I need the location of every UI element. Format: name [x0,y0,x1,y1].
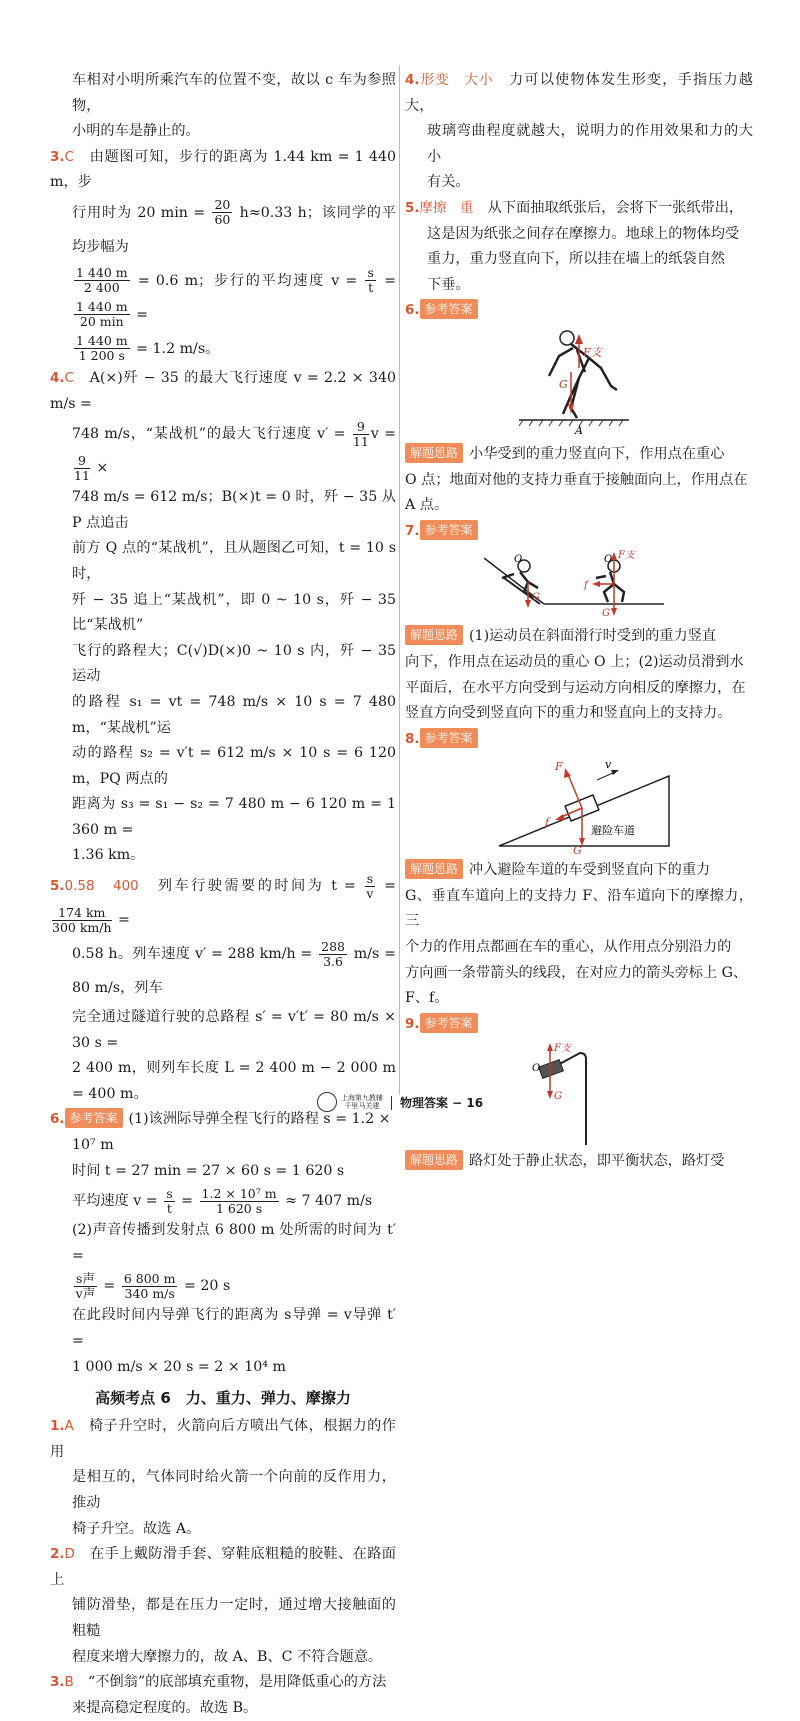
text-line: 竖直方向受到竖直向下的重力和竖直向上的支持力。 [405,705,732,722]
answer-r4: 4.形变 大小 力可以使物体发生形变，手指压力越大， [405,72,753,114]
force-label-gravity: G [559,377,568,391]
force-label-support: F支 [554,1043,571,1055]
text-line: (2)声音传播到发射点 6 800 m 处所需的时间为 t′ = [72,1222,396,1264]
answer-6: 6. 参考答案 (1)该洲际导弹全程飞行的路程 s = 1.2 × [50,1107,396,1133]
text-line: 1.36 km。 [72,847,145,864]
fraction: $\frac{1 440 m}{2 400}$ [76,265,128,296]
publisher-name: 上海第九教辅 千里马关建 [340,1094,383,1110]
text-line: 748 m/s，“某战机”的最大飞行速度 v′ = $\frac{9}{11}$ v = $\frac{9}{11}$ × [72,418,397,483]
text-line: 方向画一条带箭头的线段，在对应力的箭头旁标上 G、 [405,964,748,981]
force-label-gravity: G [602,608,610,620]
text-line: 是相互的，气体同时给火箭一个向前的反作用力，推动 [72,1469,396,1511]
figure-skier [484,548,674,620]
text-line: 平面后，在水平方向受到与运动方向相反的摩擦力，在 [405,679,746,696]
velocity-label: v [605,758,612,772]
page-number: 物理答案 − 16 [391,1096,483,1110]
column-divider [399,65,400,1095]
center-label-o: O [604,554,613,566]
reference-answer-tag: 参考答案 [420,1013,478,1033]
text-line: 个力的作用点都画在车的重心，从作用点分别沿力的 [405,939,732,956]
skier-figure [484,548,674,620]
fraction: $\frac{9}{11}$ [352,418,369,449]
answer-r9: 9. 参考答案 [405,1012,753,1038]
text-line: 10⁷ m [72,1137,114,1154]
text-line: 铺防滑垫，都是在压力一定时，通过增大接触面的粗糙 [72,1597,396,1639]
text-line: 这是因为纸张之间存在摩擦力。地球上的物体均受 [427,225,740,242]
text-line: O 点；地面对他的支持力垂直于接触面向上，作用点在 [405,471,748,488]
text-line: $\frac{1 440 m}{1 200 s}$ = 1.2 m/s。 [76,333,220,364]
solution-idea-tag: 解题思路 [405,625,463,645]
solution-idea-tag: 解题思路 [405,859,463,879]
solution-idea-tag: 解题思路 [405,1150,463,1170]
figure-escape-ramp [479,756,679,854]
fraction: $\frac{20}{60}$ [214,197,231,228]
text-line: 2 400 m，则列车长度 L = 2 400 m − 2 000 m = 400 m。 [72,1060,396,1102]
fraction: $\frac{1 440 m}{20 \min}$ [76,299,128,330]
answer-5: 5.0.58 400 列车行驶需要的时间为 t = $\frac{s}{v}$ = $\frac{174 km}{300 km/h}$ = [50,870,396,935]
text-line: 距离为 s₃ = s₁ − s₂ = 7 480 m − 6 120 m = 1 360 m = [72,796,396,838]
text-line: 动的路程 s₂ = v′t = 612 m/s × 10 s = 6 120 m，PQ 两点的 [72,745,396,787]
text-line: 在此段时间内导弹飞行的距离为 s导弹 = v导弹 t′ = [72,1307,396,1349]
fraction: $\frac{s}{v}$ [366,870,374,901]
text-line: 歼 − 35 追上“某战机”，即 0 ~ 10 s，歼 − 35 比“某战机” [72,591,396,634]
force-label-support: F支 [618,550,635,562]
fraction: $\frac{\text{1.2 × 10⁷ m}}{1 620 s}$ [201,1185,277,1216]
fraction: $\frac{9}{11}$ [74,452,90,483]
force-label-support: F支 [583,345,602,359]
fraction: $\frac{288}{3.6}$ [321,938,345,969]
right-column [405,68,753,1175]
text-line: A 点。 [405,497,449,514]
left-column [50,68,396,1721]
answer-r8: 8. 参考答案 [405,727,753,753]
text-line: 车相对小明所乘汽车的位置不变，故以 c 车为参照物， [72,72,396,114]
reference-answer-tag: 参考答案 [65,1108,123,1128]
text-line: 椅子升空。故选 A。 [72,1520,201,1537]
answer-r7: 7. 参考答案 [405,519,753,545]
text-line: G、垂直车道向上的支持力 F、沿车道向下的摩擦力，三 [405,887,753,930]
text-line: 飞行的路程大；C(√)D(×)0 ~ 10 s 内，歼 − 35 运动 [72,642,396,685]
text-line: $\frac{\text{s声}}{\text{v声}}$ = $\frac{6 800 m}{340 m/s}$ = 20 s [75,1270,231,1301]
answer-r8-explain: 解题思路 冲入避险车道的车受到竖直向下的重力 [405,858,753,884]
answer-s3: 3.B “不倒翁”的底部填充重物，是用降低重心的方法 [50,1674,387,1691]
answer-r5: 5.摩擦 重 从下面抽取纸张后，会将下一张纸带出， [405,199,744,216]
escape-ramp-figure [479,756,679,854]
point-label-a: A [575,423,583,437]
force-label-gravity: G [532,592,540,604]
publisher-logo-icon [317,1092,337,1112]
fraction: $\frac{1 440 m}{1 200 s}$ [76,333,128,364]
fraction: $\frac{174 km}{300 km/h}$ [52,904,112,935]
text-line: 行用时为 20 min = $\frac{20}{60}$ h≈0.33 h；该同学的平均步幅为 [72,197,396,255]
force-label-friction: f [584,580,588,592]
ramp-label: 避险车道 [591,824,635,838]
reference-answer-tag: 参考答案 [420,520,478,540]
answer-s1: 1.A 椅子升空时，火箭向后方喷出气体，根据力的作用 [50,1418,396,1460]
reference-answer-tag: 参考答案 [420,299,478,319]
fraction: $\frac{s}{t}$ [166,1185,173,1216]
section-title: 高频考点 6 力、重力、弹力、摩擦力 [95,1389,351,1408]
fraction: $\frac{s}{t}$ [367,265,374,296]
figure-runner [519,328,639,438]
answer-r6-explain: 解题思路 小华受到的重力竖直向下，作用点在重心 [405,442,753,468]
text-line: 前方 Q 点的“某战机”，且从题图乙可知，t = 10 s 时， [72,540,396,582]
text-line: 平均速度 v = $\frac{s}{t}$ = $\frac{\text{1.2 × 10⁷ m}}{1 620 s}$ ≈ 7 407 m/s [72,1185,373,1216]
force-label-support: F [555,760,563,774]
text-line: $\frac{1 440 m}{2 400}$ = 0.6 m；步行的平均速度 v = $\frac{s}{t}$ = $\frac{1 440 m}{20 \min}$ = [76,265,396,330]
force-label-friction: f [545,816,550,830]
text-line: 下垂。 [427,276,470,293]
answer-r6: 6. 参考答案 [405,298,753,324]
fraction: $\frac{\text{s声}}{\text{v声}}$ [75,1270,96,1301]
force-label-gravity: G [554,1091,562,1103]
answer-4: 4.C A(×)歼 − 35 的最大飞行速度 v = 2.2 × 340 m/s = [50,369,396,412]
reference-answer-tag: 参考答案 [420,728,478,748]
answer-r9-explain: 解题思路 路灯处于静止状态，即平衡状态，路灯受 [405,1149,753,1175]
text-line: 完全通过隧道行驶的总路程 s′ = v′t′ = 80 m/s × 30 s = [72,1009,396,1051]
solution-idea-tag: 解题思路 [405,443,463,463]
runner-figure [519,328,639,438]
text-line: 来提高稳定程度的。故选 B。 [72,1699,258,1716]
text-line: 向下，作用点在运动员的重心 O 上；(2)运动员滑到水 [405,653,744,670]
text-line: 的路程 s₁ = vt = 748 m/s × 10 s = 7 480 m，“某战机”运 [72,693,396,736]
text-line: 1 000 m/s × 20 s = 2 × 10⁴ m [72,1358,286,1375]
text-line: 有关。 [427,174,470,191]
answer-3: 3.C 由题图可知，步行的距离为 1.44 km = 1 440 m，步 [50,148,396,191]
center-label-o: O [514,554,523,566]
text-line: 小明的车是静止的。 [72,123,200,140]
answer-r7-explain: 解题思路 (1)运动员在斜面滑行时受到的重力竖直 [405,624,753,650]
center-label-o: O [532,1063,541,1075]
text-line: 0.58 h。列车速度 v′ = 288 km/h = $\frac{288}{3.6}$ m/s = 80 m/s，列车 [72,938,396,997]
text-line: 重力，重力竖直向下，所以挂在墙上的纸袋自然 [427,251,725,268]
page-footer [0,1092,800,1112]
answer-s2: 2.D 在手上戴防滑手套、穿鞋底粗糙的胶鞋、在路面上 [50,1546,396,1588]
text-line: 时间 t = 27 min = 27 × 60 s = 1 620 s [72,1162,345,1179]
text-line: 玻璃弯曲程度就越大，说明力的作用效果和力的大小 [427,123,753,165]
force-label-gravity: G [573,844,582,855]
fraction: $\frac{6 800 m}{340 m/s}$ [123,1270,176,1301]
text-line: F、f。 [405,990,449,1007]
text-line: 程度来增大摩擦力的，故 A、B、C 不符合题意。 [72,1648,383,1665]
text-line: 748 m/s = 612 m/s；B(×)t = 0 时，歼 − 35 从 P 点追击 [72,489,396,531]
